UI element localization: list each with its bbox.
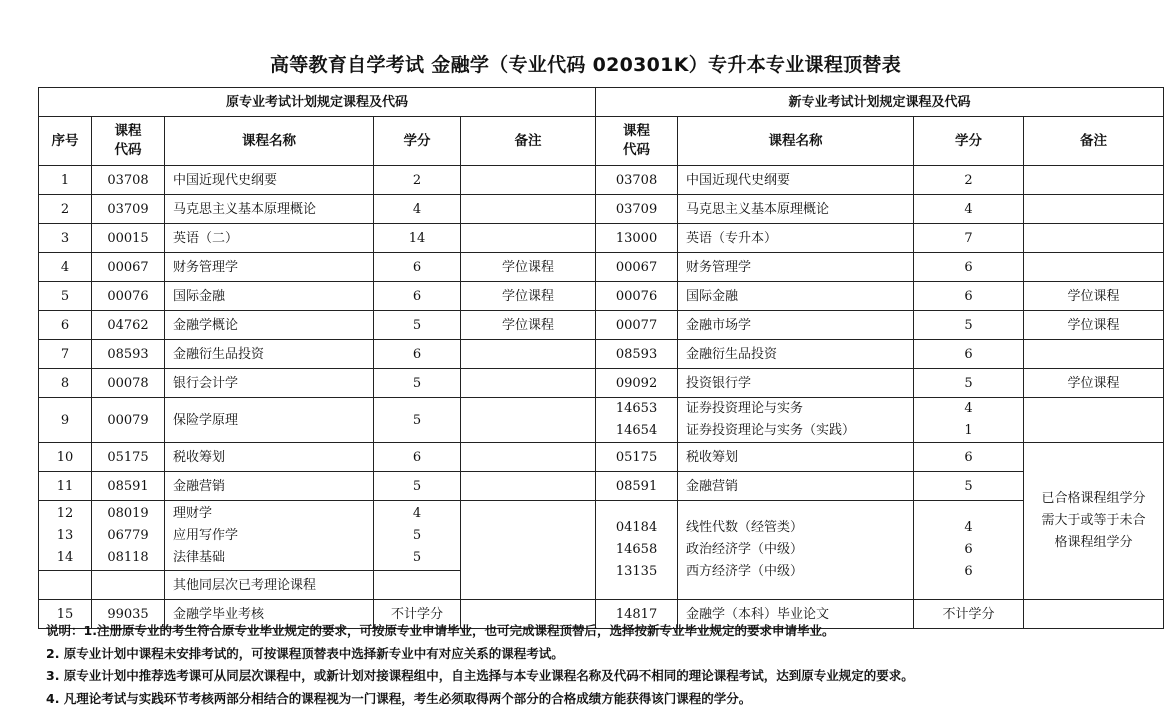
new-credit-cell: 6 <box>914 443 1024 472</box>
header-seq: 序号 <box>39 117 92 166</box>
new-remark-cell <box>1024 398 1164 443</box>
new-code-cell: 08593 <box>596 340 678 369</box>
credit-cell: 4 <box>374 195 461 224</box>
new-credit-cell: 不计学分 <box>914 600 1024 629</box>
new-name-cell: 马克思主义基本原理概论 <box>678 195 914 224</box>
remark-cell <box>461 443 596 472</box>
code-cell: 05175 <box>92 443 165 472</box>
new-remark-cell <box>1024 340 1164 369</box>
header-new-code: 课程代码 <box>596 117 678 166</box>
code-cell: 00067 <box>92 253 165 282</box>
new-code-cell: 13000 <box>596 224 678 253</box>
new-name-cell: 税收筹划 <box>678 443 914 472</box>
group-remark-text: 已合格课程组学分需大于或等于未合格课程组学分 <box>1041 491 1146 550</box>
table-row <box>39 472 1164 501</box>
name-cell: 理财学 应用写作学 法律基础 <box>165 501 374 571</box>
new-name-cell: 中国近现代史纲要 <box>678 166 914 195</box>
code-cell: 03708 <box>92 166 165 195</box>
new-remark-cell: 学位课程 <box>1024 282 1164 311</box>
remark-cell <box>461 166 596 195</box>
name-cell: 金融学概论 <box>165 311 374 340</box>
new-credit-cell: 7 <box>914 224 1024 253</box>
table-row <box>39 369 1164 398</box>
note-1: 说明：1.注册原专业的考生符合原专业毕业规定的要求，可按原专业申请毕业，也可完成课程顶替后，选择按新专业毕业规定的要求申请毕业。 <box>46 623 835 638</box>
code-cell: 04762 <box>92 311 165 340</box>
table-row <box>39 501 1164 571</box>
code-cell: 00076 <box>92 282 165 311</box>
code-cell: 99035 <box>92 600 165 629</box>
new-code-cell: 14653 14654 <box>596 398 678 443</box>
code-cell: 00015 <box>92 224 165 253</box>
remark-cell: 学位课程 <box>461 282 596 311</box>
name-cell: 保险学原理 <box>165 398 374 443</box>
seq-cell: 12 13 14 <box>39 501 92 571</box>
seq-cell: 7 <box>39 340 92 369</box>
name-cell: 金融学毕业考核 <box>165 600 374 629</box>
new-code-cell: 03708 <box>596 166 678 195</box>
table-row <box>39 166 1164 195</box>
seq-cell: 1 <box>39 166 92 195</box>
new-code-cell: 04184 14658 13135 <box>596 501 678 600</box>
name-cell: 银行会计学 <box>165 369 374 398</box>
page-title: 高等教育自学考试 金融学（专业代码 020301K）专升本专业课程顶替表 <box>269 54 902 76</box>
credit-cell: 14 <box>374 224 461 253</box>
new-credit-cell: 2 <box>914 166 1024 195</box>
remark-cell <box>461 472 596 501</box>
new-credit-cell: 5 <box>914 311 1024 340</box>
name-cell: 财务管理学 <box>165 253 374 282</box>
credit-cell: 5 <box>374 472 461 501</box>
new-remark-cell <box>1024 253 1164 282</box>
table-row <box>39 224 1164 253</box>
remark-cell <box>461 571 596 600</box>
new-remark-cell: 学位课程 <box>1024 311 1164 340</box>
notes-section <box>46 620 1166 710</box>
new-code-cell: 05175 <box>596 443 678 472</box>
header-credit: 学分 <box>374 117 461 166</box>
header-row <box>39 117 1164 166</box>
new-code-cell: 00067 <box>596 253 678 282</box>
new-name-cell: 线性代数（经管类） 政治经济学（中级） 西方经济学（中级） <box>678 501 914 600</box>
new-code-cell: 09092 <box>596 369 678 398</box>
remark-cell <box>461 398 596 443</box>
name-cell: 国际金融 <box>165 282 374 311</box>
seq-cell: 3 <box>39 224 92 253</box>
new-code-cell: 14817 <box>596 600 678 629</box>
new-credit-cell: 4 <box>914 195 1024 224</box>
remark-cell: 学位课程 <box>461 311 596 340</box>
new-name-cell: 金融衍生品投资 <box>678 340 914 369</box>
credit-cell: 2 <box>374 166 461 195</box>
table-row <box>39 253 1164 282</box>
seq-cell: 11 <box>39 472 92 501</box>
table-row <box>39 398 1164 443</box>
name-cell: 马克思主义基本原理概论 <box>165 195 374 224</box>
remark-cell <box>461 369 596 398</box>
section-new: 新专业考试计划规定课程及代码 <box>596 88 1164 117</box>
table-row <box>39 282 1164 311</box>
code-cell: 08593 <box>92 340 165 369</box>
course-substitution-table <box>38 87 1164 629</box>
new-credit-cell: 6 <box>914 282 1024 311</box>
code-cell: 08591 <box>92 472 165 501</box>
code-cell: 08019 06779 08118 <box>92 501 165 571</box>
seq-cell: 4 <box>39 253 92 282</box>
name-cell: 金融营销 <box>165 472 374 501</box>
group-remark-cell <box>1024 443 1164 600</box>
remark-cell <box>461 224 596 253</box>
code-cell: 03709 <box>92 195 165 224</box>
remark-cell <box>461 195 596 224</box>
credit-cell <box>374 571 461 600</box>
name-cell: 金融衍生品投资 <box>165 340 374 369</box>
new-code-cell: 03709 <box>596 195 678 224</box>
section-original: 原专业考试计划规定课程及代码 <box>39 88 596 117</box>
new-remark-cell: 学位课程 <box>1024 369 1164 398</box>
seq-cell: 15 <box>39 600 92 629</box>
credit-cell: 6 <box>374 282 461 311</box>
new-code-cell: 08591 <box>596 472 678 501</box>
note-4: 4. 凡理论考试与实践环节考核两部分相结合的课程视为一门课程，考生必须取得两个部分的合格成绩方能获得该门课程的学分。 <box>46 690 752 706</box>
table-row <box>39 311 1164 340</box>
seq-cell: 5 <box>39 282 92 311</box>
new-credit-cell: 4 1 <box>914 398 1024 443</box>
seq-cell: 6 <box>39 311 92 340</box>
header-new-name: 课程名称 <box>678 117 914 166</box>
new-name-cell: 英语（专升本） <box>678 224 914 253</box>
name-cell: 英语（二） <box>165 224 374 253</box>
seq-cell: 8 <box>39 369 92 398</box>
new-name-cell: 金融营销 <box>678 472 914 501</box>
new-credit-cell: 6 <box>914 253 1024 282</box>
seq-cell: 2 <box>39 195 92 224</box>
remark-cell <box>461 340 596 369</box>
new-credit-cell: 5 <box>914 472 1024 501</box>
credit-cell: 6 <box>374 443 461 472</box>
header-new-credit: 学分 <box>914 117 1024 166</box>
credit-cell: 5 <box>374 369 461 398</box>
new-remark-cell <box>1024 224 1164 253</box>
credit-cell: 5 <box>374 398 461 443</box>
code-cell <box>92 571 165 600</box>
new-credit-cell: 6 <box>914 340 1024 369</box>
credit-cell: 6 <box>374 253 461 282</box>
code-cell: 00079 <box>92 398 165 443</box>
remark-cell <box>461 501 596 571</box>
new-remark-cell <box>1024 166 1164 195</box>
new-name-cell: 金融市场学 <box>678 311 914 340</box>
new-name-cell: 证券投资理论与实务 证券投资理论与实务（实践） <box>678 398 914 443</box>
header-code: 课程代码 <box>92 117 165 166</box>
new-credit-cell: 4 6 6 <box>914 501 1024 600</box>
table-row <box>39 443 1164 472</box>
header-new-remark: 备注 <box>1024 117 1164 166</box>
seq-cell: 9 <box>39 398 92 443</box>
credit-cell: 5 <box>374 311 461 340</box>
credit-cell: 不计学分 <box>374 600 461 629</box>
code-cell: 00078 <box>92 369 165 398</box>
note-3: 3. 原专业计划中推荐选考课可从同层次课程中，或新计划对接课程组中，自主选择与本专业课程名称及代码不相同的理论课程考试，达到原专业规定的要求。 <box>46 668 914 683</box>
new-code-cell: 00076 <box>596 282 678 311</box>
new-name-cell: 国际金融 <box>678 282 914 311</box>
seq-cell <box>39 571 92 600</box>
name-cell: 税收筹划 <box>165 443 374 472</box>
new-credit-cell: 5 <box>914 369 1024 398</box>
new-remark-cell <box>1024 195 1164 224</box>
new-code-cell: 00077 <box>596 311 678 340</box>
new-name-cell: 投资银行学 <box>678 369 914 398</box>
name-cell: 中国近现代史纲要 <box>165 166 374 195</box>
credit-cell: 4 5 5 <box>374 501 461 571</box>
table-row <box>39 195 1164 224</box>
seq-cell: 10 <box>39 443 92 472</box>
header-remark: 备注 <box>461 117 596 166</box>
remark-cell: 学位课程 <box>461 253 596 282</box>
table-row <box>39 340 1164 369</box>
header-name: 课程名称 <box>165 117 374 166</box>
new-name-cell: 金融学（本科）毕业论文 <box>678 600 914 629</box>
other-courses-cell: 其他同层次已考理论课程 <box>165 571 374 600</box>
new-name-cell: 财务管理学 <box>678 253 914 282</box>
credit-cell: 6 <box>374 340 461 369</box>
note-2: 2. 原专业计划中课程未安排考试的，可按课程顶替表中选择新专业中有对应关系的课程考试。 <box>46 645 564 661</box>
